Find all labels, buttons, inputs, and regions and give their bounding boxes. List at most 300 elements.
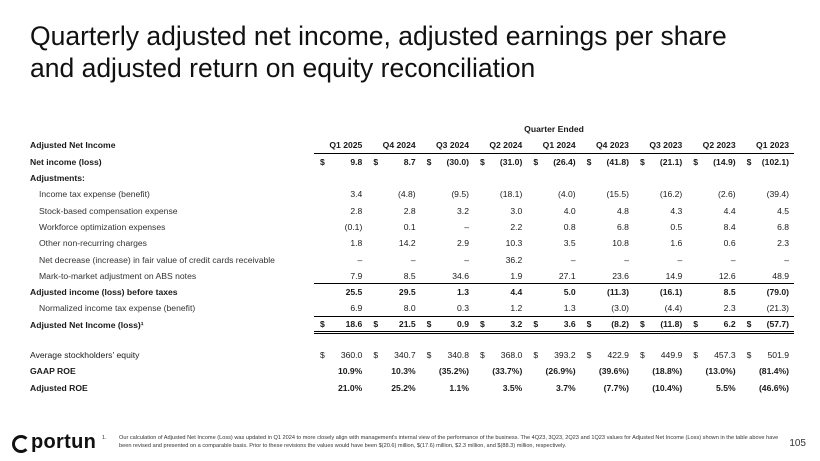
oportun-o-mark-icon bbox=[12, 435, 30, 453]
cell-value: 3.5% bbox=[502, 382, 523, 393]
currency-symbol: $ bbox=[320, 350, 325, 360]
table-cell bbox=[581, 284, 634, 300]
table-cell bbox=[367, 300, 420, 316]
cell-value: (0.1) bbox=[344, 221, 363, 232]
logo-text: portun bbox=[31, 431, 97, 453]
cell-value: (9.5) bbox=[451, 189, 469, 200]
cell-value: 1.8 bbox=[350, 238, 363, 249]
table-row bbox=[30, 186, 794, 202]
cell-value: 4.4 bbox=[510, 287, 523, 298]
table-row bbox=[30, 219, 794, 235]
row-label: Other non-recurring charges bbox=[39, 238, 147, 249]
cell-value: (10.4%) bbox=[652, 382, 683, 393]
column-header: Q1 2023 bbox=[741, 137, 794, 153]
table-cell bbox=[741, 170, 794, 186]
table-cell bbox=[581, 186, 634, 202]
table-cell bbox=[314, 202, 367, 218]
cell-value: – bbox=[357, 254, 363, 265]
table-cell bbox=[314, 186, 367, 202]
cell-value: 25.2% bbox=[391, 382, 416, 393]
cell-value: (11.3) bbox=[606, 287, 629, 298]
column-header: Q2 2024 bbox=[474, 137, 527, 153]
title-line-2: and adjusted return on equity reconciliation bbox=[30, 53, 536, 83]
table-cell bbox=[687, 202, 740, 218]
currency-symbol: $ bbox=[479, 350, 485, 360]
cell-value: 0.6 bbox=[723, 238, 736, 249]
table-cell bbox=[581, 251, 634, 267]
cell-value: 340.7 bbox=[394, 350, 416, 360]
table-cell bbox=[687, 300, 740, 316]
currency-symbol: $ bbox=[746, 156, 752, 167]
cell-value: 449.9 bbox=[660, 350, 683, 360]
table-cell bbox=[741, 251, 794, 267]
table-cell bbox=[421, 268, 474, 284]
table-cell bbox=[367, 317, 420, 333]
currency-symbol: $ bbox=[639, 156, 645, 167]
table-cell bbox=[527, 268, 580, 284]
cell-value: 2.3 bbox=[723, 303, 736, 314]
table-row bbox=[30, 170, 794, 186]
column-header: Q4 2024 bbox=[367, 137, 420, 153]
cell-value: 3.2 bbox=[510, 319, 523, 330]
cell-value: 5.0 bbox=[563, 287, 576, 298]
table-cell bbox=[367, 154, 420, 170]
table-cell bbox=[421, 235, 474, 251]
cell-value: – bbox=[784, 254, 790, 265]
table-cell bbox=[634, 379, 687, 395]
table-cell bbox=[474, 363, 527, 379]
column-header: Q1 2025 bbox=[314, 137, 367, 153]
cell-value: 1.3 bbox=[563, 303, 576, 314]
table-cell bbox=[314, 300, 367, 316]
currency-symbol: $ bbox=[373, 156, 379, 167]
oportun-logo bbox=[12, 431, 96, 454]
table-cell bbox=[421, 219, 474, 235]
cell-value: 2.8 bbox=[403, 205, 416, 216]
cell-value: 21.0% bbox=[337, 382, 363, 393]
table-cell bbox=[527, 363, 580, 379]
currency-symbol: $ bbox=[693, 156, 699, 167]
currency-symbol: $ bbox=[426, 319, 432, 330]
cell-value: (41.8) bbox=[606, 156, 629, 167]
column-header: Q1 2024 bbox=[527, 137, 580, 153]
table-cell bbox=[687, 317, 740, 333]
table-cell bbox=[421, 347, 474, 363]
table-cell bbox=[474, 300, 527, 316]
table-cell bbox=[367, 251, 420, 267]
cell-value: 5.5% bbox=[716, 382, 736, 393]
cell-value: 457.3 bbox=[714, 350, 736, 360]
table-cell bbox=[581, 219, 634, 235]
cell-value: (4.0) bbox=[557, 189, 576, 200]
table-row bbox=[30, 202, 794, 218]
cell-value: (81.4%) bbox=[758, 366, 790, 377]
table-cell bbox=[314, 154, 367, 170]
table-cell bbox=[687, 154, 740, 170]
currency-symbol: $ bbox=[479, 156, 485, 167]
cell-value: 0.9 bbox=[457, 319, 469, 330]
cell-value: (4.8) bbox=[397, 189, 416, 200]
currency-symbol: $ bbox=[746, 350, 752, 360]
cell-value: (2.6) bbox=[717, 189, 736, 200]
cell-value: 29.5 bbox=[398, 287, 416, 298]
table-cell bbox=[314, 284, 367, 300]
cell-value: 1.1% bbox=[449, 382, 469, 393]
cell-value: (16.1) bbox=[659, 287, 683, 298]
table-cell bbox=[474, 347, 527, 363]
footnote bbox=[94, 434, 784, 450]
table-row bbox=[30, 379, 794, 395]
table-cell bbox=[367, 235, 420, 251]
table-cell bbox=[314, 170, 367, 186]
cell-value: 1.6 bbox=[670, 238, 683, 249]
currency-symbol: $ bbox=[426, 156, 432, 167]
table-cell bbox=[474, 170, 527, 186]
cell-value: 4.0 bbox=[563, 205, 576, 216]
table-cell bbox=[474, 154, 527, 170]
cell-value: (15.5) bbox=[606, 189, 629, 200]
table-cell bbox=[741, 284, 794, 300]
cell-value: 393.2 bbox=[554, 350, 576, 360]
cell-value: (13.0%) bbox=[705, 366, 736, 377]
cell-value: (4.4) bbox=[664, 303, 683, 314]
cell-value: 0.5 bbox=[670, 221, 683, 232]
cell-value: 368.0 bbox=[500, 350, 523, 360]
row-label: Adjusted Net Income (loss)¹ bbox=[30, 319, 144, 330]
table-cell bbox=[474, 202, 527, 218]
table-cell bbox=[581, 300, 634, 316]
table-row bbox=[30, 235, 794, 251]
cell-value: (30.0) bbox=[446, 156, 469, 167]
cell-value: 2.9 bbox=[457, 238, 469, 249]
cell-value: (79.0) bbox=[766, 287, 790, 298]
table-cell bbox=[634, 186, 687, 202]
table-cell bbox=[421, 317, 474, 333]
cell-value: – bbox=[624, 254, 629, 265]
table-cell bbox=[634, 251, 687, 267]
quarter-ended-header: Quarter Ended bbox=[524, 124, 584, 135]
table-row bbox=[30, 268, 794, 284]
table-row bbox=[30, 347, 794, 363]
table-cell bbox=[421, 251, 474, 267]
table-cell bbox=[527, 202, 580, 218]
table-cell bbox=[634, 347, 687, 363]
column-header: Q2 2023 bbox=[687, 137, 740, 153]
cell-value: 36.2 bbox=[505, 254, 523, 265]
page-number: 105 bbox=[789, 438, 806, 449]
table-cell bbox=[741, 317, 794, 333]
table-cell bbox=[527, 170, 580, 186]
table-cell bbox=[527, 317, 580, 333]
table-cell bbox=[474, 284, 527, 300]
table-cell bbox=[421, 379, 474, 395]
cell-value: 21.5 bbox=[398, 319, 416, 330]
cell-value: 8.7 bbox=[403, 156, 416, 167]
table-cell bbox=[367, 268, 420, 284]
row-label: GAAP ROE bbox=[30, 366, 76, 377]
table-cell bbox=[527, 186, 580, 202]
currency-symbol: $ bbox=[586, 350, 592, 360]
cell-value: (11.8) bbox=[660, 319, 683, 330]
table-cell bbox=[581, 170, 634, 186]
table-cell bbox=[634, 363, 687, 379]
table-cell bbox=[314, 317, 367, 333]
cell-value: 4.8 bbox=[617, 205, 629, 216]
table-cell bbox=[527, 300, 580, 316]
cell-value: 3.4 bbox=[350, 189, 363, 200]
row-label: Workforce optimization expenses bbox=[39, 221, 166, 232]
table-cell bbox=[474, 379, 527, 395]
title-line-1: Quarterly adjusted net income, adjusted earnings per share bbox=[30, 21, 727, 51]
cell-value: 10.3 bbox=[505, 238, 523, 249]
table-cell bbox=[634, 219, 687, 235]
cell-value: 501.9 bbox=[767, 350, 790, 360]
currency-symbol: $ bbox=[586, 156, 592, 167]
cell-value: 340.8 bbox=[447, 350, 469, 360]
table-cell bbox=[687, 284, 740, 300]
table-cell bbox=[421, 363, 474, 379]
row-label: Adjusted income (loss) before taxes bbox=[30, 287, 178, 298]
cell-value: (46.6%) bbox=[758, 382, 790, 393]
table-cell bbox=[741, 347, 794, 363]
table-cell bbox=[527, 284, 580, 300]
cell-value: 25.5 bbox=[345, 287, 363, 298]
table-cell bbox=[687, 186, 740, 202]
cell-value: (16.2) bbox=[659, 189, 683, 200]
cell-value: 14.9 bbox=[665, 270, 683, 281]
table-cell bbox=[634, 284, 687, 300]
table-cell bbox=[421, 202, 474, 218]
cell-value: (18.8%) bbox=[652, 366, 683, 377]
footnote-number: 1. bbox=[102, 435, 107, 441]
cell-value: 9.8 bbox=[350, 156, 363, 167]
table-cell bbox=[634, 170, 687, 186]
table-cell bbox=[367, 379, 420, 395]
currency-symbol: $ bbox=[426, 350, 432, 360]
footnote-text: Our calculation of Adjusted Net Income (Loss) was updated in Q1 2024 to more closely align with management's internal view of the performance of the business. The 4Q23, 3Q23, 2Q23 and 1Q23 values for Adjusted Net Income (Loss) shown in the table above have been revised and presented on a comparable basis. Prior to these revisions the values would have been $(20.6) million, $(17.6) million, $2.3 million, and $(88.3) million, respectively. bbox=[119, 435, 779, 449]
currency-symbol: $ bbox=[746, 319, 752, 330]
cell-value: (26.4) bbox=[553, 156, 576, 167]
table-cell bbox=[581, 235, 634, 251]
currency-symbol: $ bbox=[373, 350, 379, 360]
table-cell bbox=[314, 347, 367, 363]
table-row bbox=[30, 363, 794, 379]
cell-value: 360.0 bbox=[340, 350, 363, 360]
table-cell bbox=[581, 268, 634, 284]
cell-value: (3.0) bbox=[611, 303, 629, 314]
row-label: Adjustments: bbox=[30, 173, 85, 184]
table-cell bbox=[687, 170, 740, 186]
cell-value: 8.5 bbox=[403, 270, 416, 281]
cell-value: 3.7% bbox=[556, 382, 576, 393]
table-cell bbox=[474, 186, 527, 202]
table-cell bbox=[367, 186, 420, 202]
cell-value: (35.2%) bbox=[438, 366, 469, 377]
table-row bbox=[30, 300, 794, 316]
table-cell bbox=[581, 202, 634, 218]
table-cell bbox=[741, 154, 794, 170]
table-cell bbox=[474, 268, 527, 284]
table-cell bbox=[527, 154, 580, 170]
column-header: Q3 2024 bbox=[421, 137, 474, 153]
currency-symbol: $ bbox=[693, 350, 699, 360]
table-cell bbox=[741, 235, 794, 251]
currency-symbol: $ bbox=[373, 319, 379, 330]
cell-value: 23.6 bbox=[612, 270, 629, 281]
table-cell bbox=[741, 363, 794, 379]
cell-value: 6.2 bbox=[723, 319, 736, 330]
cell-value: (31.0) bbox=[499, 156, 523, 167]
currency-symbol: $ bbox=[320, 319, 325, 330]
table-cell bbox=[367, 219, 420, 235]
table-cell bbox=[634, 154, 687, 170]
section-label: Adjusted Net Income bbox=[30, 140, 116, 151]
table-cell bbox=[687, 268, 740, 284]
cell-value: – bbox=[730, 254, 736, 265]
table-cell bbox=[581, 317, 634, 333]
cell-value: – bbox=[677, 254, 683, 265]
table-cell bbox=[367, 347, 420, 363]
currency-symbol: $ bbox=[533, 350, 539, 360]
table-cell bbox=[367, 170, 420, 186]
table-cell bbox=[527, 235, 580, 251]
cell-value: – bbox=[570, 254, 576, 265]
cell-value: – bbox=[464, 254, 469, 265]
table-cell bbox=[314, 268, 367, 284]
table-cell bbox=[421, 154, 474, 170]
table-cell bbox=[634, 317, 687, 333]
table-cell bbox=[741, 202, 794, 218]
column-header: Q4 2023 bbox=[581, 137, 634, 153]
cell-value: 10.9% bbox=[337, 366, 363, 377]
cell-value: 6.8 bbox=[777, 221, 790, 232]
table-row bbox=[30, 154, 794, 170]
table-cell bbox=[367, 363, 420, 379]
table-cell bbox=[474, 219, 527, 235]
cell-value: 48.9 bbox=[772, 270, 790, 281]
cell-value: (26.9%) bbox=[545, 366, 576, 377]
table-cell bbox=[634, 202, 687, 218]
cell-value: 0.8 bbox=[563, 221, 576, 232]
cell-value: 6.8 bbox=[617, 221, 629, 232]
cell-value: 3.0 bbox=[510, 205, 523, 216]
cell-value: (57.7) bbox=[766, 319, 790, 330]
cell-value: 6.9 bbox=[350, 303, 363, 314]
cell-value: 18.6 bbox=[345, 319, 363, 330]
table-cell bbox=[634, 300, 687, 316]
table-cell bbox=[581, 363, 634, 379]
currency-symbol: $ bbox=[639, 350, 645, 360]
table-cell bbox=[367, 284, 420, 300]
reconciliation-table bbox=[30, 121, 794, 396]
cell-value: (39.4) bbox=[766, 189, 790, 200]
table-cell bbox=[634, 235, 687, 251]
table-cell bbox=[421, 186, 474, 202]
cell-value: 8.0 bbox=[403, 303, 416, 314]
row-label: Adjusted ROE bbox=[30, 382, 88, 393]
cell-value: 0.3 bbox=[457, 303, 469, 314]
cell-value: 1.9 bbox=[510, 270, 523, 281]
page-title bbox=[30, 20, 800, 84]
cell-value: 422.9 bbox=[607, 350, 629, 360]
row-label: Income tax expense (benefit) bbox=[39, 189, 150, 200]
column-header: Q3 2023 bbox=[634, 137, 687, 153]
table-cell bbox=[581, 154, 634, 170]
cell-value: (39.6%) bbox=[598, 366, 629, 377]
row-label: Normalized income tax expense (benefit) bbox=[39, 303, 196, 314]
table-cell bbox=[741, 219, 794, 235]
table-cell bbox=[687, 219, 740, 235]
currency-symbol: $ bbox=[586, 319, 592, 330]
cell-value: 10.3% bbox=[391, 366, 416, 377]
table-cell bbox=[581, 379, 634, 395]
table-cell bbox=[687, 235, 740, 251]
table-cell bbox=[527, 219, 580, 235]
table-cell bbox=[741, 300, 794, 316]
row-label: Stock-based compensation expense bbox=[39, 205, 178, 216]
table-cell bbox=[527, 347, 580, 363]
cell-value: (21.3) bbox=[766, 303, 790, 314]
currency-symbol: $ bbox=[693, 319, 699, 330]
cell-value: 3.6 bbox=[563, 319, 576, 330]
table-cell bbox=[741, 186, 794, 202]
cell-value: 8.4 bbox=[723, 221, 736, 232]
cell-value: 3.2 bbox=[457, 205, 469, 216]
cell-value: 7.9 bbox=[350, 270, 363, 281]
cell-value: 2.2 bbox=[510, 221, 523, 232]
table-cell bbox=[581, 347, 634, 363]
currency-symbol: $ bbox=[533, 319, 539, 330]
table-cell bbox=[314, 363, 367, 379]
cell-value: 34.6 bbox=[452, 270, 469, 281]
cell-value: 14.2 bbox=[398, 238, 416, 249]
cell-value: (7.7%) bbox=[603, 382, 629, 393]
table-cell bbox=[687, 251, 740, 267]
row-label: Average stockholders' equity bbox=[30, 350, 140, 360]
table-cell bbox=[421, 284, 474, 300]
table-cell bbox=[687, 363, 740, 379]
table-cell bbox=[367, 202, 420, 218]
table-cell bbox=[421, 170, 474, 186]
cell-value: 4.3 bbox=[670, 205, 683, 216]
spacer-row bbox=[30, 333, 794, 347]
table-cell bbox=[314, 251, 367, 267]
table-cell bbox=[687, 379, 740, 395]
cell-value: (14.9) bbox=[713, 156, 736, 167]
cell-value: – bbox=[464, 221, 469, 232]
table-cell bbox=[527, 251, 580, 267]
table-cell bbox=[741, 268, 794, 284]
cell-value: 2.8 bbox=[350, 205, 363, 216]
cell-value: 12.6 bbox=[718, 270, 736, 281]
currency-symbol: $ bbox=[639, 319, 645, 330]
table-row bbox=[30, 317, 794, 333]
table-cell bbox=[687, 347, 740, 363]
table-cell bbox=[634, 268, 687, 284]
table-row bbox=[30, 284, 794, 300]
table-cell bbox=[474, 251, 527, 267]
table-cell bbox=[314, 235, 367, 251]
cell-value: 27.1 bbox=[558, 270, 576, 281]
table-cell bbox=[527, 379, 580, 395]
cell-value: (18.1) bbox=[499, 189, 523, 200]
cell-value: 3.5 bbox=[563, 238, 576, 249]
cell-value: (33.7%) bbox=[492, 366, 523, 377]
cell-value: (21.1) bbox=[659, 156, 683, 167]
table-cell bbox=[421, 300, 474, 316]
currency-symbol: $ bbox=[479, 319, 485, 330]
cell-value: 10.8 bbox=[612, 238, 629, 249]
